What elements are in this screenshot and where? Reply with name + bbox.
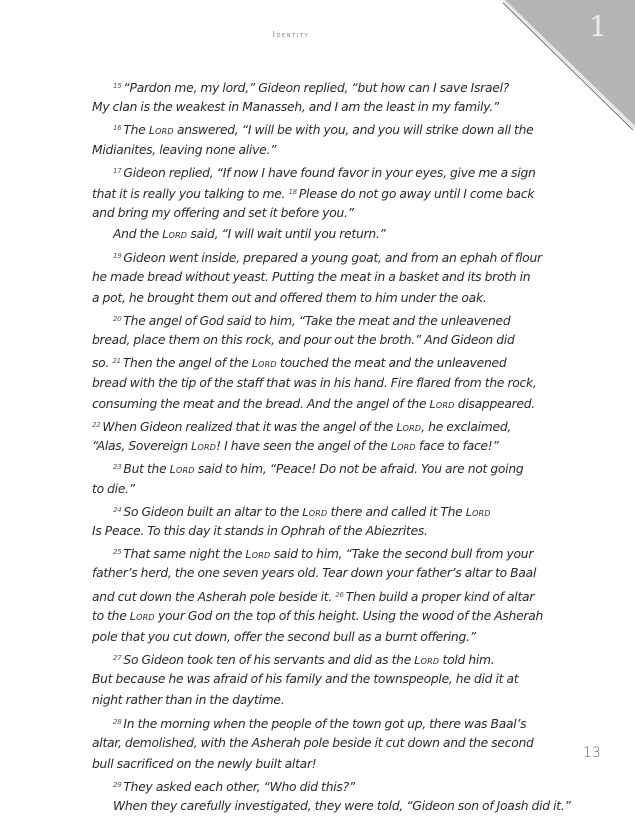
text-run: And the (113, 227, 163, 242)
text-run: In the morning when the people of the town got up, there was Baal’s (123, 716, 527, 731)
small-caps-lord: Lord (396, 421, 422, 434)
verse-number: 20 (113, 315, 122, 324)
text-run: that it is really you talking to me. (92, 186, 289, 201)
text-run: face to face!” (415, 439, 499, 454)
text-run: They asked each other, “Who did this?” (123, 780, 355, 795)
text-run: he made bread without yeast. Putting the meat in a basket and its broth in (92, 269, 531, 284)
text-line (92, 733, 534, 754)
text-run: So Gideon took ten of his servants and did as the (123, 653, 415, 668)
verse-number: 19 (113, 251, 122, 260)
text-line (92, 712, 527, 733)
text-line (92, 76, 510, 97)
verse-number: 28 (113, 717, 122, 726)
verse-number: 29 (113, 781, 122, 790)
verse-number: 25 (113, 548, 122, 557)
text-line (92, 436, 499, 457)
verse-number: 23 (113, 463, 122, 472)
scripture-text (92, 76, 571, 818)
text-run: But because he was afraid of his family and the townspeople, he did it at (92, 672, 519, 687)
text-line (92, 415, 512, 436)
verse-number: 16 (113, 124, 122, 133)
text-run: to die.” (92, 481, 135, 496)
text-run: said to him, “Take the second bull from your (270, 547, 534, 562)
text-run: bull sacrificed on the newly built altar! (92, 757, 317, 771)
text-run: night rather than in the daytime. (92, 693, 285, 708)
text-line (92, 351, 507, 372)
text-line (92, 140, 492, 161)
text-line (92, 118, 534, 139)
text-run: said to him, “Peace! Do not be afraid. You are not going (194, 462, 524, 477)
small-caps-lord: Lord (162, 228, 188, 242)
text-run: The (123, 123, 149, 138)
text-line (92, 97, 500, 118)
text-run: Midianites, leaving none alive.” (92, 142, 277, 157)
text-run: pole that you cut down, offer the second bull as a burnt offering.” (92, 629, 476, 644)
small-caps-lord: Lord (390, 440, 416, 454)
small-caps-lord: Lord (245, 548, 271, 562)
text-run: bread with the tip of the staff that was in his hand. Fire flared from the rock, (92, 375, 537, 390)
text-run: disappeared. (454, 396, 535, 411)
text-line (92, 500, 492, 521)
text-line (92, 182, 535, 203)
small-caps-lord: Lord (191, 440, 217, 454)
text-line (92, 288, 492, 309)
text-run: father’s herd, the one seven years old. Tear down your father’s altar to Baal (92, 566, 537, 581)
small-caps-lord: Lord (465, 505, 491, 519)
text-run: Gideon replied, “If now I have found favor in your eyes, give me a sign (123, 165, 536, 180)
text-line (92, 606, 544, 627)
text-run: and cut down the Asherah pole beside it. (92, 589, 336, 604)
text-line (92, 648, 495, 669)
text-run: there and called it The (327, 504, 466, 519)
text-run: to the (92, 608, 130, 623)
text-run: answered, “I will be with you, and you will strike down all the (173, 123, 534, 138)
text-line (92, 796, 571, 817)
small-caps-lord: Lord (148, 124, 174, 138)
text-run: The angel of God said to him, “Take the meat and the unleavened (123, 314, 511, 329)
text-run: your God on the top of this height. Using the wood of the Asherah (154, 608, 544, 623)
text-run: “Pardon me, my lord,” Gideon replied, “but how can I save Israel? (123, 81, 510, 95)
text-line (92, 246, 542, 267)
text-run: But the (123, 462, 170, 477)
text-run: altar, demolished, with the Asherah pole beside it cut down and the second (92, 735, 534, 750)
chapter-number: 1 (589, 10, 607, 43)
text-run: consuming the meat and the bread. And the angel of the (92, 396, 430, 411)
text-run: said, “I will wait until you return.” (187, 227, 386, 242)
text-line (92, 457, 524, 478)
text-line (92, 161, 536, 182)
text-run: , he exclaimed, (421, 420, 512, 434)
text-run: Please do not go away until I come back (298, 186, 535, 201)
text-run: so. (92, 356, 113, 371)
text-run: bread, place them on this rock, and pour out the broth.” And Gideon did (92, 333, 515, 348)
text-line (92, 627, 492, 648)
verse-number: 27 (113, 654, 122, 663)
verse-number: 22 (92, 421, 101, 429)
text-line (92, 267, 531, 288)
text-run: When Gideon realized that it was the angel of the (102, 420, 397, 434)
verse-number: 24 (113, 505, 122, 514)
text-line (92, 563, 537, 584)
text-run: That same night the (123, 547, 246, 562)
verse-number: 21 (112, 357, 121, 366)
text-line (92, 754, 492, 775)
verse-number: 17 (113, 166, 122, 175)
running-head: Identity (272, 30, 310, 39)
chapter-corner-tab (503, 0, 635, 132)
verse-number: 15 (113, 82, 122, 90)
text-run: touched the meat and the unleavened (276, 356, 507, 371)
corner-triangle-shape (503, 0, 635, 132)
text-run: Is Peace. To this day it stands in Ophrah of the Abiezrites. (92, 523, 428, 538)
page-number: 13 (583, 745, 601, 761)
small-caps-lord: Lord (302, 505, 328, 519)
text-line (92, 585, 535, 606)
text-line (92, 775, 492, 796)
text-run: and bring my offering and set it before you.” (92, 206, 354, 221)
text-line (92, 394, 535, 415)
verse-number: 18 (288, 187, 297, 196)
text-run: told him. (439, 653, 495, 668)
small-caps-lord: Lord (414, 654, 440, 668)
text-run: ! I have seen the angel of the (216, 439, 391, 454)
text-line (92, 373, 537, 394)
small-caps-lord: Lord (429, 397, 455, 411)
text-line (92, 224, 492, 245)
text-run: “Alas, Sovereign (92, 439, 192, 454)
text-run: Gideon went inside, prepared a young goat, and from an ephah of flour (123, 250, 542, 265)
text-run: a pot, he brought them out and offered them to him under the oak. (92, 290, 487, 305)
small-caps-lord: Lord (251, 357, 277, 371)
text-line (92, 479, 492, 500)
text-run: Then build a proper kind of altar (345, 589, 535, 604)
text-line (92, 669, 519, 690)
text-line (92, 542, 534, 563)
text-run: My clan is the weakest in Manasseh, and I am the least in my family.” (92, 100, 500, 115)
text-line (92, 330, 515, 351)
text-run: Then the angel of the (122, 356, 252, 371)
verse-number: 26 (335, 590, 344, 599)
text-line (92, 521, 492, 542)
text-run: When they carefully investigated, they were told, “Gideon son of Joash did it.” (113, 799, 571, 814)
small-caps-lord: Lord (129, 609, 155, 623)
text-line (92, 690, 492, 711)
text-run: So Gideon built an altar to the (123, 504, 303, 519)
text-line (92, 309, 511, 330)
text-line (92, 203, 492, 224)
small-caps-lord: Lord (169, 463, 195, 477)
